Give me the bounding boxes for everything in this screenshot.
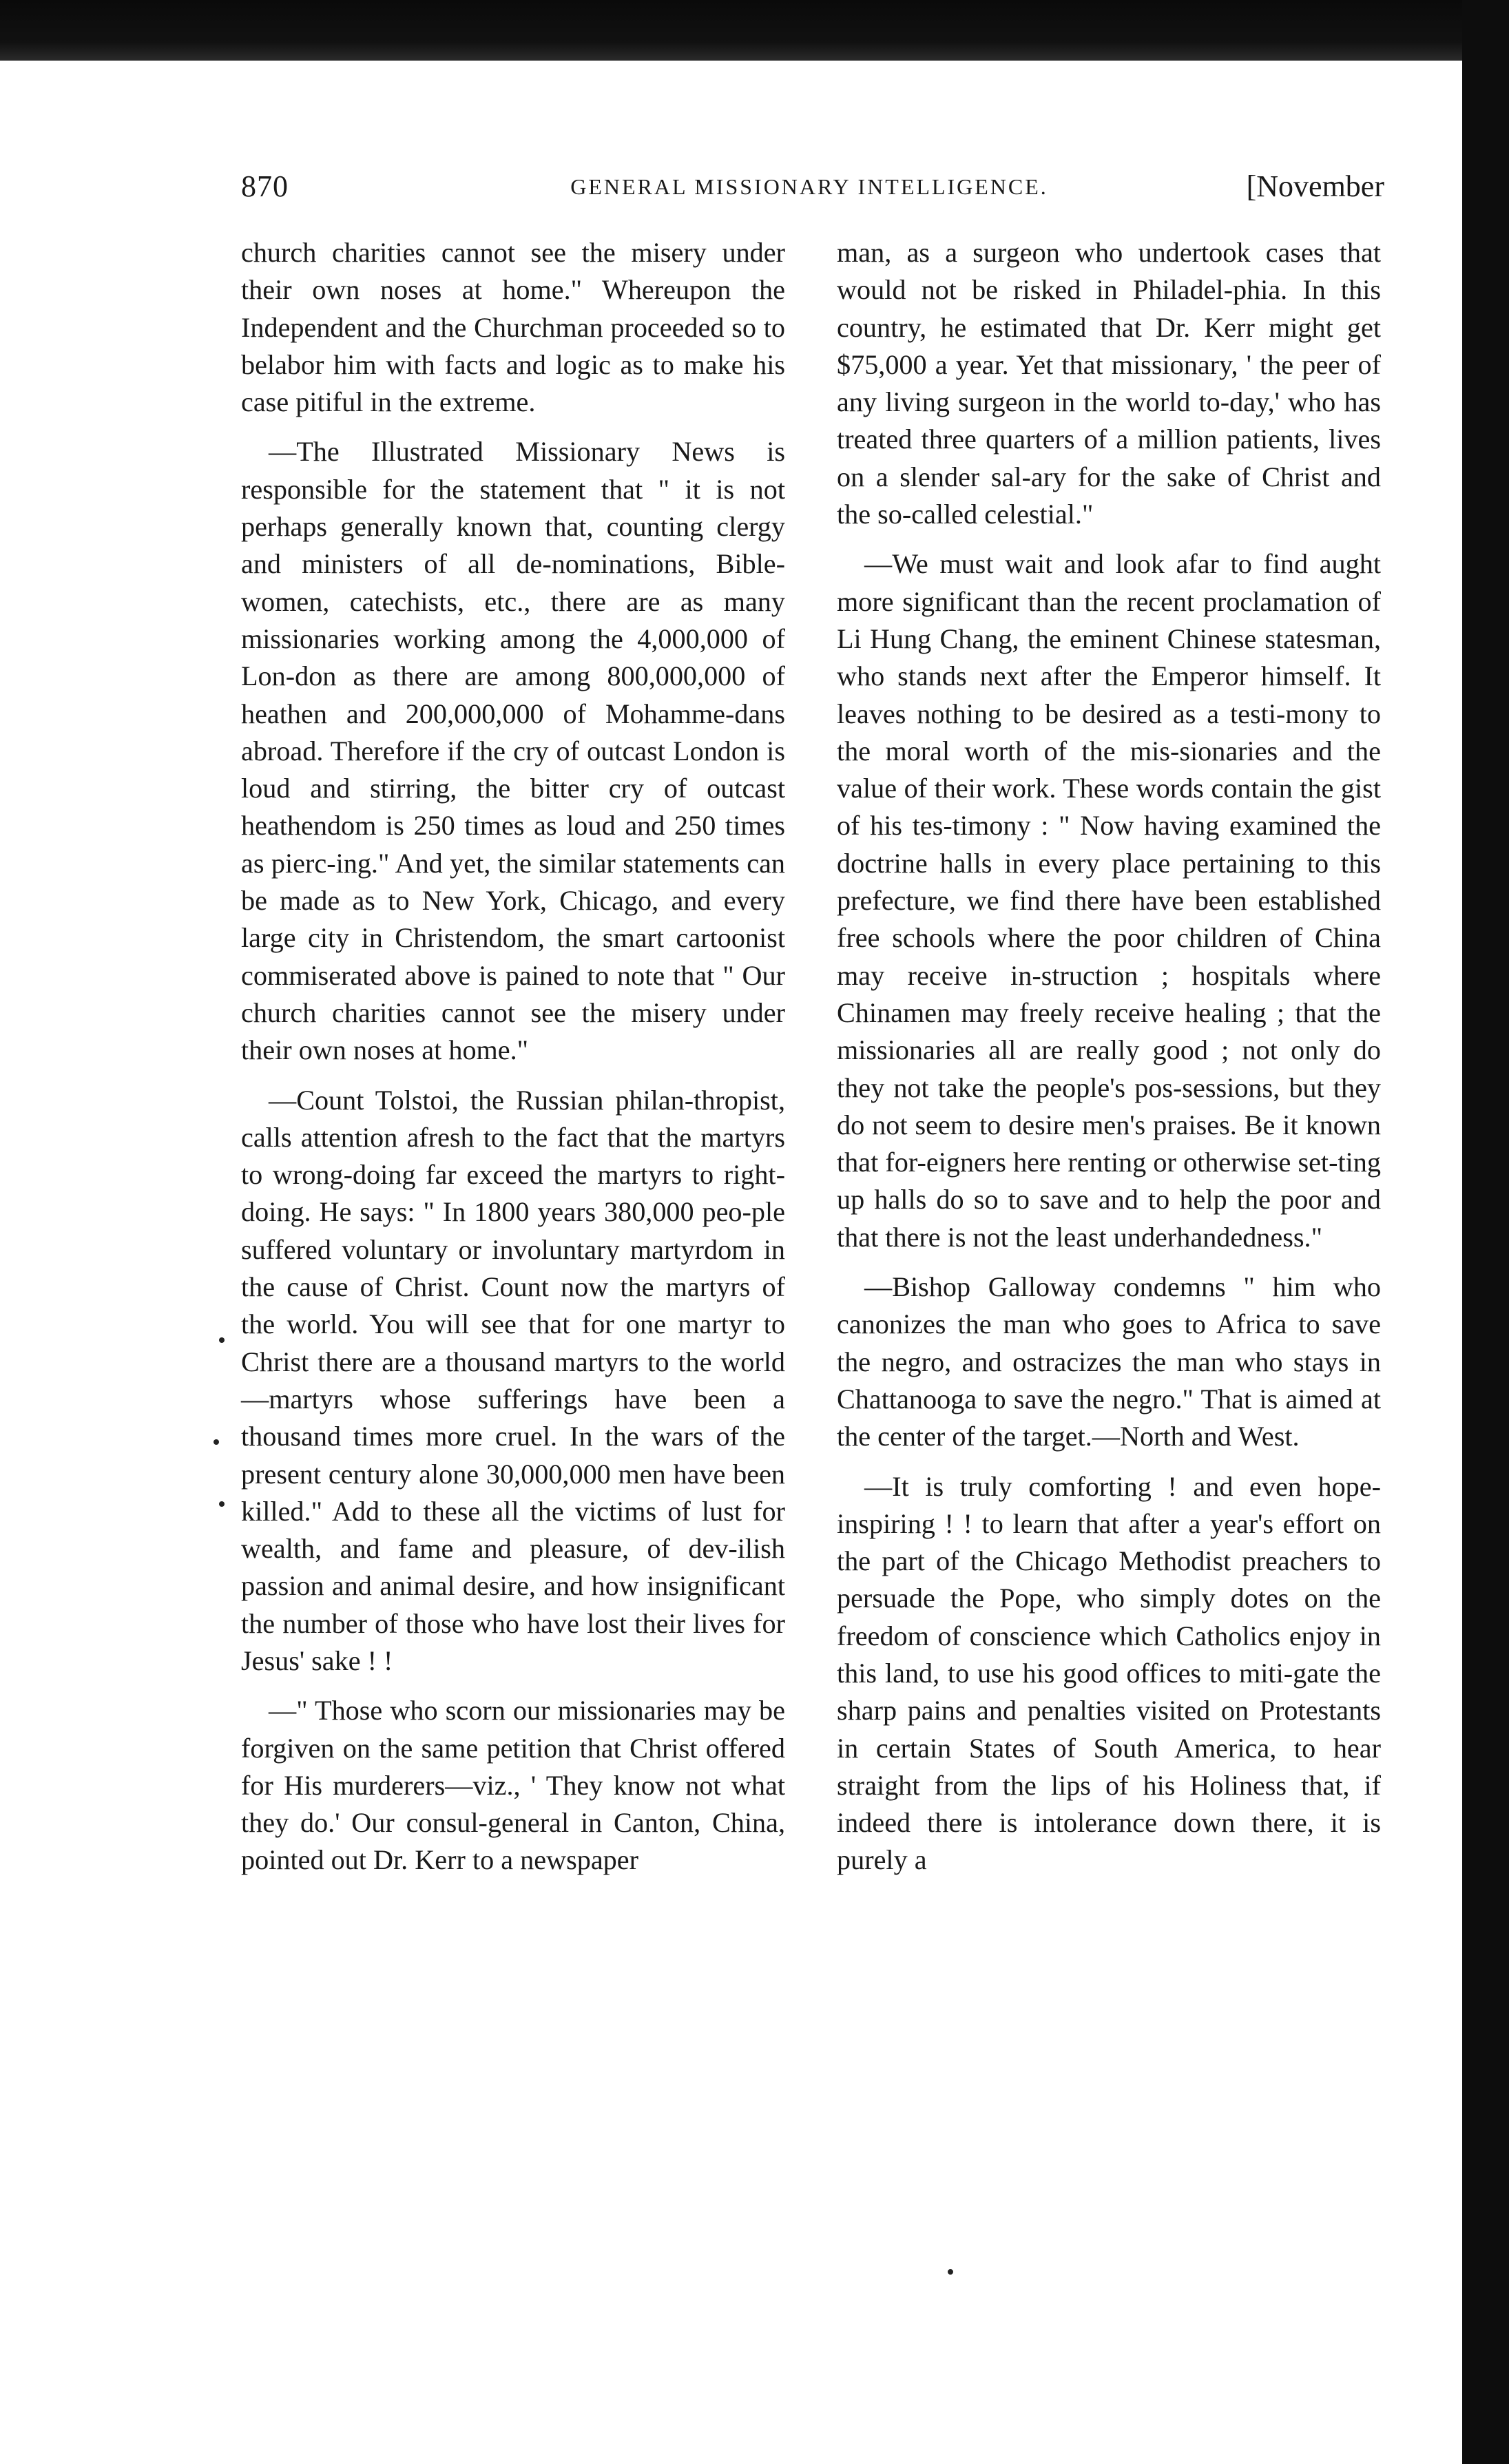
running-month: [November	[1246, 169, 1384, 203]
left-column	[241, 234, 785, 1892]
scan-top-border	[0, 0, 1509, 61]
paragraph: church charities cannot see the misery under their own noses at home." Whereupon the Independent and the Churchman proceeded so to belabor him with facts and logic as to make his case pitiful in the extreme.	[241, 237, 785, 418]
margin-mark	[948, 2269, 953, 2275]
paragraph: man, as a surgeon who undertook cases that would not be risked in Philadel-phia. In this country, he estimated that Dr. Kerr might get $75,000 a year. Yet that missionary, ' the peer of any living surgeon in the world to-day,' who has treated three quarters of a million patients, lives on a slender sal-ary for the sake of Christ and the so-called celestial."	[837, 237, 1381, 530]
book-page	[234, 131, 1384, 2403]
margin-mark	[219, 1337, 225, 1343]
margin-mark	[219, 1501, 225, 1507]
paragraph: —Bishop Galloway condemns " him who canonizes the man who goes to Africa to save the negro, and ostracizes the man who stays in Chattanooga to save the negro." That is aimed at the center of the target.—North and West.	[837, 1271, 1381, 1452]
paragraph: —" Those who scorn our missionaries may be forgiven on the same petition that Christ offered for His murderers—viz., ' They know not what they do.' Our consul-general in Canton, China, pointed out Dr. Kerr to a newspaper	[241, 1695, 785, 1876]
paragraph: —Count Tolstoi, the Russian philan-thropist, calls attention afresh to the fact that the martyrs to wrong-doing far exceed the martyrs to right-doing. He says: " In 1800 years 380,000 peo-ple suffered voluntary or involuntary martyrdom in the cause of Christ. Count now the martyrs of the world. You will see that for one martyr to Christ there are a thousand martyrs to the world—martyrs whose sufferings have been a thousand times more cruel. In the wars of the present century alone 30,000,000 men have been killed." Add to these all the victims of lust for wealth, and fame and pleasure, of dev-ilish passion and animal desire, and how insignificant the number of those who have lost their lives for Jesus' sake ! !	[241, 1084, 785, 1676]
page-number: 870	[241, 169, 289, 203]
paragraph: —We must wait and look afar to find aught more significant than the recent proclamation of Li Hung Chang, the eminent Chinese statesman, who stands next after the Emperor himself. It leaves nothing to be desired as a testi-mony to the moral worth of the mis-sionaries and the value of their work. These words contain the gist of his tes-timony : " Now having examined the doctrine halls in every place pertaining to this prefecture, we find there have been established free schools where the poor children of China may receive in-struction ; hospitals where Chinamen may freely receive healing ; that the missionaries all are really good ; not only do they not take the people's pos-sessions, but they do not seem to desire men's praises. Be it known that for-eigners here renting or otherwise set-ting up halls do so to save and to help the poor and that there is not the least underhandedness."	[837, 548, 1381, 1253]
margin-mark	[214, 1439, 219, 1445]
paragraph: —The Illustrated Missionary News is responsible for the statement that " it is not perhaps generally known that, counting clergy and ministers of all de-nominations, Bible-women, catechists, etc., there are as many missionaries working among the 4,000,000 of Lon-don as there are among 800,000,000 of heathen and 200,000,000 of Mohamme-dans abroad. Therefore if the cry of outcast London is loud and stirring, the bitter cry of outcast heathendom is 250 times as loud and 250 times as pierc-ing." And yet, the similar statements can be made as to New York, Chicago, and every large city in Christendom, the smart cartoonist commiserated above is pained to note that " Our church charities cannot see the misery under their own noses at home."	[241, 436, 785, 1066]
paragraph: —It is truly comforting ! and even hope-inspiring ! ! to learn that after a year's effort on the part of the Chicago Methodist preachers to persuade the Pope, who simply dotes on the freedom of conscience which Catholics enjoy in this land, to use his good offices to miti-gate the sharp pains and penalties visited on Protestants in certain States of South America, to hear straight from the lips of his Holiness that, if indeed there is intolerance down there, it is purely a	[837, 1470, 1381, 1876]
scan-right-border	[1462, 0, 1509, 2464]
running-title: GENERAL MISSIONARY INTELLIGENCE.	[570, 174, 1048, 199]
page-header	[234, 169, 1384, 210]
right-column	[837, 234, 1381, 1892]
